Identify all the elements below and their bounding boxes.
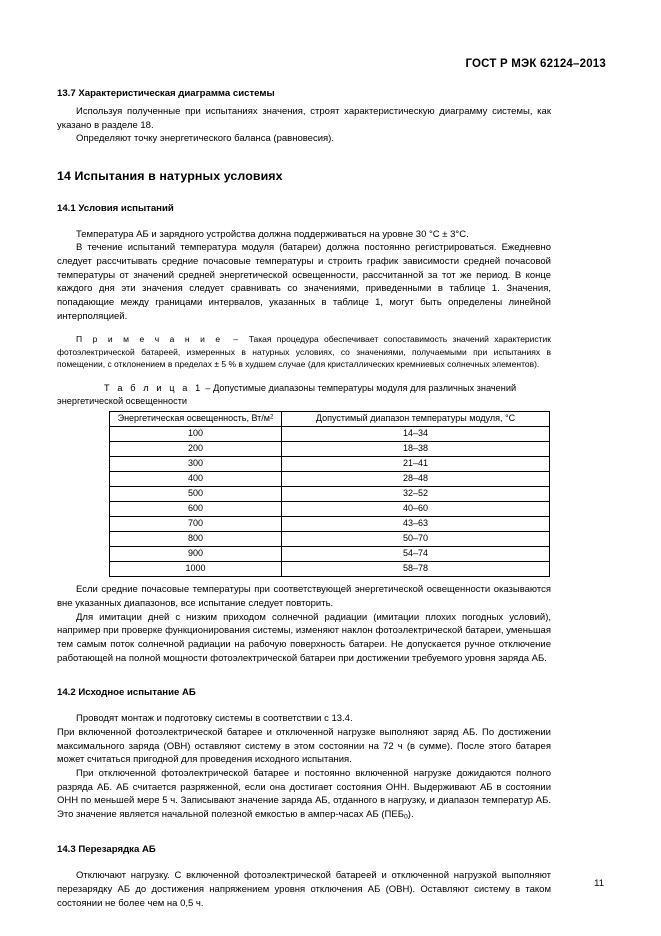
table-row <box>110 532 550 547</box>
standard-header: ГОСТ Р МЭК 62124–2013 <box>465 58 606 70</box>
paragraph-14-2-3-tail: ). <box>407 809 414 821</box>
cell-irradiance: 700 <box>110 517 282 532</box>
section-heading-14-2: 14.2 Исходное испытание АБ <box>57 687 196 699</box>
section-heading-14-1: 14.1 Условия испытаний <box>57 202 174 214</box>
cell-irradiance: 1000 <box>110 562 282 577</box>
section-heading-13-7: 13.7 Характеристическая диаграмма системы <box>57 88 275 99</box>
column-header-irradiance <box>110 412 282 427</box>
paragraph-after-table-1: Если средние почасовые температуры при соответствующей энергетической освещенности оказываются вне указанных диапазонов, все испытание следует повторить. <box>57 584 551 610</box>
paragraph-14-1-1: Температура АБ и зарядного устройства должна поддерживаться на уровне 30 °С ± 3°С. <box>76 228 469 240</box>
cell-range: 32–52 <box>282 487 550 502</box>
note-14-1 <box>57 333 551 370</box>
table-caption <box>57 382 551 408</box>
table-row <box>110 547 550 562</box>
paragraph-14-2-1: Проводят монтаж и подготовку системы в соответствии с 13.4. <box>76 713 353 725</box>
cell-range: 50–70 <box>282 532 550 547</box>
paragraph-14-2-3 <box>57 767 551 822</box>
table-body <box>110 427 550 577</box>
cell-irradiance: 200 <box>110 442 282 457</box>
page-content <box>57 0 551 910</box>
table-row <box>110 562 550 577</box>
cell-irradiance: 600 <box>110 502 282 517</box>
table-row <box>110 487 550 502</box>
table-header-row <box>110 412 550 427</box>
column-header-irradiance-text: Энергетическая освещенность, Вт/м <box>117 413 270 424</box>
note-text: Такая процедура обеспечивает сопоставимость значений характеристик фотоэлектрической батареей, измеренных в натурных условиях, со значениями, получаемыми при испытаниях в помещении, с отклонением в пределах ± 5 % в худшем случае (для кристаллических кремниевых солнечных элементов). <box>57 334 552 369</box>
cell-range: 18–38 <box>282 442 550 457</box>
table-row <box>110 427 550 442</box>
table-row <box>110 457 550 472</box>
temperature-range-table <box>109 411 550 577</box>
degree-celsius-symbol: °С <box>504 413 516 424</box>
cell-range: 21–41 <box>282 457 550 472</box>
cell-range: 58–78 <box>282 562 550 577</box>
table-row <box>110 502 550 517</box>
peb-subscript: 0 <box>403 813 408 821</box>
cell-irradiance: 100 <box>110 427 282 442</box>
section-heading-14: 14 Испытания в натурных условиях <box>57 168 283 183</box>
note-label: П р и м е ч а н и е <box>76 334 223 345</box>
paragraph-14-3-1: Отключают нагрузку. С включенной фотоэлектрической батареей и отключенной нагрузкой выполняют перезарядку АБ до достижения напряжением уровня отключения АБ (ОВН). Оставляют систему в таком состоянии не более чем на 0,5 ч. <box>57 870 551 909</box>
paragraph-after-table-2: Для имитации дней с низким приходом солнечной радиации (имитации плохих погодных условий), например при проверке функционирования системы, изменяют наклон фотоэлектрической батареи, уменьшая тем самым поток солнечной радиации на рабочую поверхность батареи. Не допускается ручное отключение работающей на полной мощности фотоэлектрической батареи при достижении требуемого уровня заряда АБ. <box>57 611 551 664</box>
cell-range: 14–34 <box>282 427 550 442</box>
paragraph-13-7-2: Определяют точку энергетического баланса (равновесия). <box>76 133 334 145</box>
paragraph-13-7-1: Используя полученные при испытаниях значения, строят характеристическую диаграмму системы, как указано в разделе 18. <box>57 105 551 131</box>
paragraph-14-2-3-text: При отключенной фотоэлектрической батарее и постоянно включенной нагрузке дожидаются полного разряда АБ. АБ считается разряженной, если она достигает состояния ОНН. Выдерживают АБ в состоянии ОНН по меньшей мере 5 ч. Записывают значение заряда АБ, отданного в нагрузку, и диапазон температур АБ. Это значение является начальной полезной емкостью в ампер-часах АБ (ПЕБ <box>57 768 551 821</box>
cell-irradiance: 900 <box>110 547 282 562</box>
section-heading-14-3: 14.3 Перезарядка АБ <box>57 844 156 856</box>
cell-range: 43–63 <box>282 517 550 532</box>
cell-irradiance: 300 <box>110 457 282 472</box>
column-header-temp-range-text: Допустимый диапазон температуры модуля, <box>315 413 505 424</box>
cell-range: 54–74 <box>282 547 550 562</box>
table-caption-text: Допустимые диапазоны температуры модуля для различных значений энергетической освещенности <box>57 383 517 407</box>
note-dash: – <box>233 334 239 345</box>
column-header-irradiance-exponent: 2 <box>269 413 274 421</box>
column-header-temp-range <box>282 412 550 427</box>
page-number: 11 <box>594 878 604 889</box>
cell-irradiance: 800 <box>110 532 282 547</box>
table-caption-dash: – <box>205 383 211 394</box>
paragraph-14-2-2: При включенной фотоэлектрической батарее и отключенной нагрузке выполняют заряд АБ. По достижении максимального заряда (ОВН) оставляют систему в этом состоянии на 72 ч (в сумме). После этого батарея может считаться пригодной для проведения исходного испытания. <box>57 727 551 766</box>
cell-range: 40–60 <box>282 502 550 517</box>
table-caption-label: Т а б л и ц а 1 <box>104 383 203 394</box>
cell-irradiance: 400 <box>110 472 282 487</box>
paragraph-14-1-2: В течение испытаний температура модуля (батареи) должна постоянно регистрироваться. Ежедневно следует рассчитывать средние почасовые температуры и строить график зависимости средней почасовой температуры от значений средней энергетической освещенности, рассчитанной за тот же период. В конце каждого дня эти значения следует сравнивать со значениями, приведенными в таблице 1. Значения, попадающие между границами интервалов, указанных в таблице 1, могут быть определены линейной интерполяцией. <box>57 242 551 322</box>
table-row <box>110 472 550 487</box>
table-row <box>110 442 550 457</box>
cell-range: 28–48 <box>282 472 550 487</box>
table-row <box>110 517 550 532</box>
cell-irradiance: 500 <box>110 487 282 502</box>
